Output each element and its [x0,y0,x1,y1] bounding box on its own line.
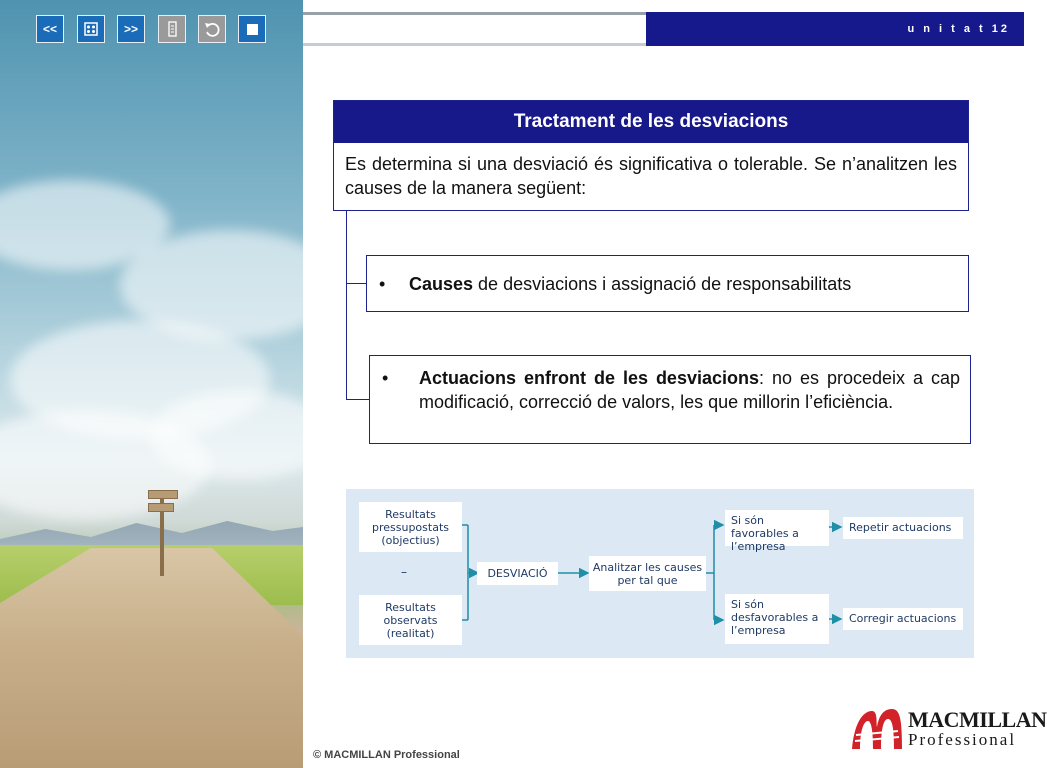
deviation-box: DESVIACIÓ [477,562,558,585]
prev-icon: << [42,22,57,36]
prev-button[interactable] [36,15,64,43]
back-button[interactable] [198,15,226,43]
next-icon: >> [123,22,138,36]
connector-branch-1 [346,283,366,284]
intro-paragraph: Es determina si una desviació és significativa o tolerable. Se n’analitzen les causes de la manera següent: [345,154,957,198]
logo-wordmark: MACMILLAN [908,707,1047,732]
macmillan-logo [850,703,1047,753]
menu-grid-icon [83,21,99,37]
deviation-flow-diagram [346,489,974,658]
header-divider [303,12,646,15]
bullet-icon: • [382,368,389,388]
logo-subtitle: Professional [908,730,1017,749]
content-card [333,100,969,211]
header-divider-lower [303,43,646,46]
menu-button[interactable] [77,15,105,43]
bullet-icon: • [379,274,386,294]
index-button[interactable] [158,15,186,43]
unit-label: u n i t a t 12 [907,23,1010,35]
bullet-title: Causes [409,274,474,294]
unfavorable-box: Si són desfavorables a l’empresa [725,594,829,644]
background-landscape-image [0,0,303,768]
unit-header-bar [646,12,1024,46]
bullet-text: de desviacions i assignació de responsabilitats [473,274,852,294]
next-button[interactable] [117,15,145,43]
connector-line [346,211,347,400]
observed-results-box: Resultats observats (realitat) [359,595,462,645]
bullet-text: : no es procedeix a cap modificació, correcció de valors, les que millorin l’eficiència. [419,368,960,412]
page-title: Tractament de les desviacions [334,101,968,143]
correct-actions-box: Corregir actuacions [843,608,963,630]
analyze-causes-box: Analitzar les causes per tal que [589,556,706,591]
stop-button[interactable] [238,15,266,43]
budgeted-results-box: Resultats pressupostats (objectius) [359,502,462,552]
bullet-title: Actuacions enfront de les desviacions [419,368,759,388]
list-item [369,355,971,444]
favorable-box: Si són favorables a l’empresa [725,510,829,546]
stop-icon [247,24,258,35]
copyright-text: © MACMILLAN Professional [313,749,460,761]
repeat-actions-box: Repetir actuacions [843,517,963,539]
list-item [366,255,969,312]
back-icon [203,20,221,38]
macmillan-logo-icon [850,705,904,751]
minus-sign: – [401,565,407,579]
index-icon [165,21,179,37]
connector-branch-2 [346,399,369,400]
